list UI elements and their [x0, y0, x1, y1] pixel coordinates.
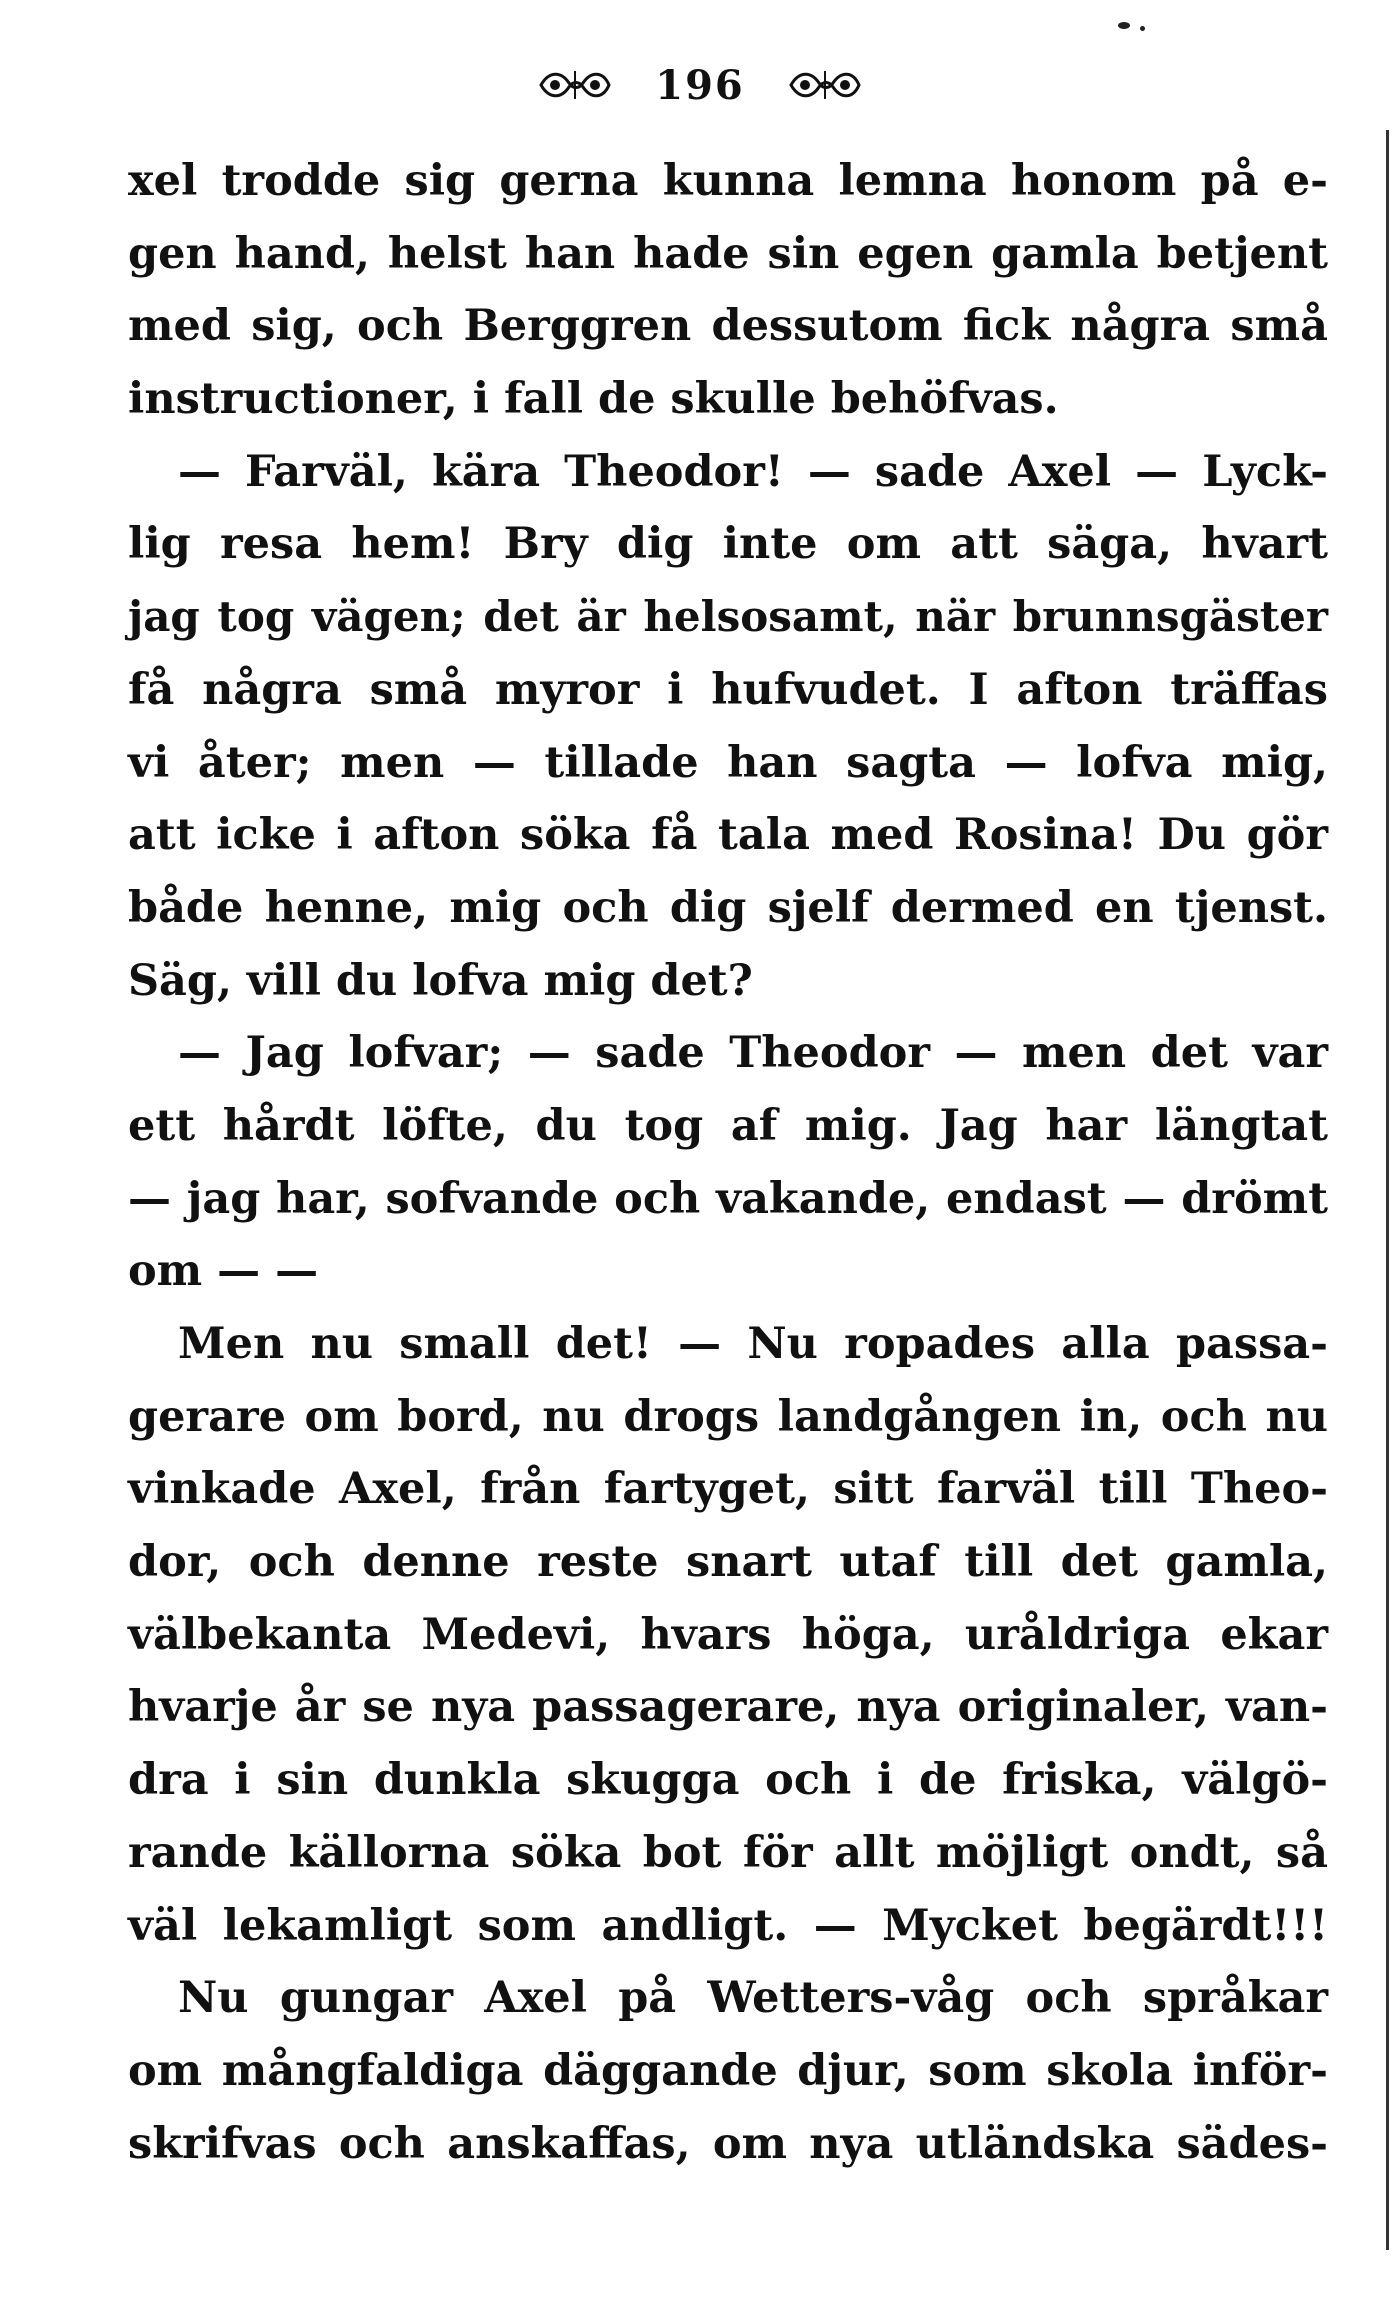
text-line: Nu gungar Axel på Wetters-våg och språkar [178, 1973, 1328, 2024]
text-line: — jag har, sofvande och vakande, endast — drömt [128, 1173, 1328, 1224]
text-line: instructioner, i fall de skulle behöfvas. [128, 374, 1059, 425]
text-line: vi åter; men — tillade han sagta — lofva mig, [128, 737, 1328, 788]
text-line: skrifvas och anskaffas, om nya utländska sädes- [128, 2118, 1328, 2169]
text-line: att icke i afton söka få tala med Rosina! Du gör [128, 810, 1328, 861]
body-text [128, 145, 1328, 2180]
text-line: med sig, och Berggren dessutom fick några små [128, 301, 1328, 352]
text-line: väl lekamligt som andligt. — Mycket begärdt!!! [128, 1900, 1328, 1951]
text-line: xel trodde sig gerna kunna lemna honom på e- [128, 156, 1328, 206]
text-line: om — — [128, 1246, 319, 1297]
page-edge-rule [1386, 130, 1389, 2250]
text-line: lig resa hem! Bry dig inte om att säga, hvart [128, 519, 1328, 570]
text-line: Säg, vill du lofva mig det? [128, 955, 753, 1006]
text-line: — Farväl, kära Theodor! — sade Axel — Lyck- [178, 446, 1328, 497]
text-line: vinkade Axel, från fartyget, sitt farväl till Theo- [128, 1464, 1328, 1515]
text-line: — Jag lofvar; — sade Theodor — men det var [178, 1028, 1328, 1079]
text-line: dor, och denne reste snart utaf till det gamla, [128, 1537, 1328, 1588]
left-ornament-icon [535, 65, 615, 105]
text-line: jag tog vägen; det är helsosamt, när brunnsgäster [128, 592, 1328, 642]
right-ornament-icon [785, 65, 865, 105]
text-line: få några små myror i hufvudet. I afton träffas [128, 664, 1328, 715]
ink-speck [1140, 26, 1145, 31]
text-line: hvarje år se nya passagerare, nya originaler, van- [128, 1682, 1328, 1733]
ink-speck [1118, 22, 1130, 29]
page-number: 196 [655, 61, 745, 109]
text-line: både henne, mig och dig sjelf dermed en tjenst. [128, 882, 1328, 933]
text-line: ett hårdt löfte, du tog af mig. Jag har längtat [128, 1100, 1328, 1151]
text-line: om mångfaldiga däggande djur, som skola inför- [128, 2045, 1328, 2096]
text-line: gerare om bord, nu drogs landgången in, och nu [128, 1391, 1328, 1442]
text-line: gen hand, helst han hade sin egen gamla betjent [128, 228, 1328, 279]
text-line: dra i sin dunkla skugga och i de friska, välgö- [128, 1755, 1328, 1806]
page-header [0, 58, 1400, 109]
text-line: Men nu small det! — Nu ropades alla passa- [178, 1319, 1328, 1369]
text-line: rande källorna söka bot för allt möjligt ondt, så [128, 1827, 1328, 1878]
text-line: välbekanta Medevi, hvars höga, uråldriga ekar [128, 1609, 1328, 1660]
